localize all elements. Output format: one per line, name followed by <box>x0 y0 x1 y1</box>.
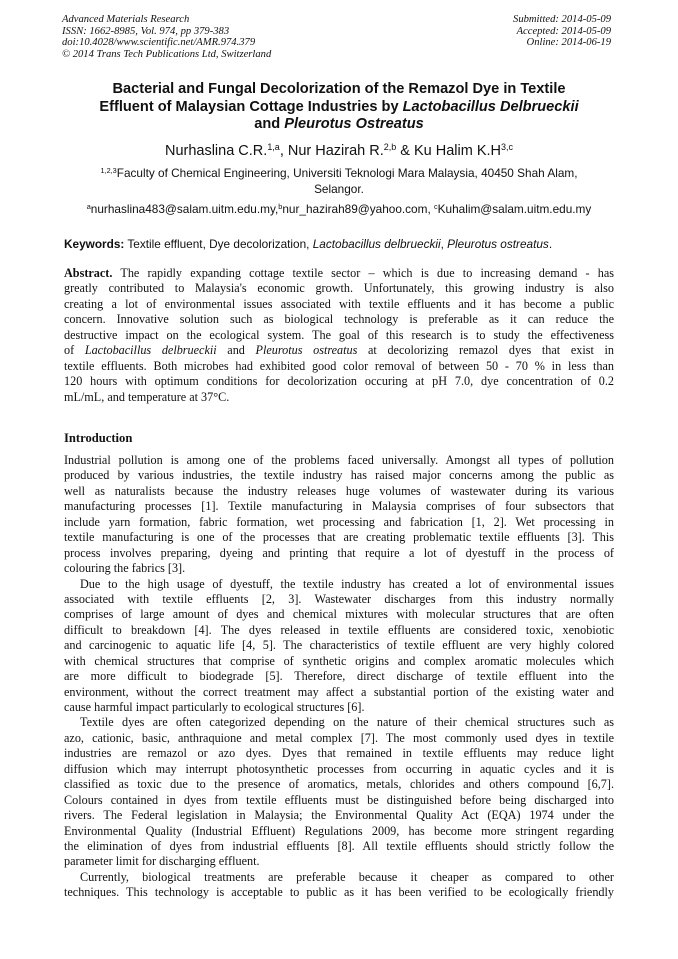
title-line-2-text: Effluent of Malaysian Cottage Industries by <box>99 98 403 115</box>
email-a-sup: a <box>86 201 91 211</box>
online-date: Online: 2014-06-19 <box>526 37 611 49</box>
issn-line: ISSN: 1662-8985, Vol. 974, pp 379-383 <box>62 25 230 37</box>
keyword-species-1: Lactobacillus delbrueckii <box>312 237 441 251</box>
affiliation <box>40 166 638 197</box>
keywords <box>64 237 616 252</box>
abstract-line: greatly contributed to Malaysia's economic growth. Unfortunately, this growing industry is also <box>64 281 614 296</box>
introduction-line: produced by various industries, the textile industry has raised major concerns among the public as <box>64 468 614 483</box>
introduction-line: rivers. The Federal legislation in Malaysia; the Environmental Quality Act (EQA) 1974 under the <box>64 808 614 823</box>
introduction-line: diffusion which may interrupt photosynthetic processes from occurring in aquatic cycles and it is <box>64 761 614 776</box>
affiliation-line-1 <box>40 166 638 182</box>
introduction-line: cause harmful impact particularly to ecological structures [6]. <box>64 700 365 714</box>
journal-name: Advanced Materials Research <box>62 14 190 25</box>
paper-title <box>50 81 628 134</box>
title-line-3-text: and <box>254 116 285 133</box>
doi-line[interactable]: doi:10.4028/www.scientific.net/AMR.974.379 <box>62 37 256 49</box>
abstract-text: and <box>216 343 256 358</box>
abstract-species-1: Lactobacillus delbrueckii <box>84 343 217 358</box>
introduction-line: include yarn formation, fabric formation, wet processing and fabrication [1, 2]. Wet processing in <box>64 514 614 529</box>
keywords-label: Keywords: <box>64 237 125 251</box>
author-2-sup: 2,b <box>383 142 397 153</box>
introduction-line: industries are remazol or azo dyes. Dyes that remained in textile effluents may reduce light <box>64 746 614 761</box>
abstract-text: of <box>64 343 85 358</box>
abstract-line <box>64 266 614 281</box>
introduction-line: and carcinogenic to aquatic life [4, 5]. The characteristics of textile effluent are very highly colored <box>64 638 614 653</box>
abstract-line: destructive impact on the ecological system. The goal of this research is to study the effectiveness <box>64 327 614 342</box>
introduction-line: techniques. This technology is acceptable to public as it has been verified to be ecologically friendly <box>64 885 614 900</box>
keywords-sep: , <box>440 237 448 251</box>
introduction-line: difficult to breakdown [4]. The dyes released in textile effluents are considered toxic, xenobiotic <box>64 622 614 637</box>
abstract-text: at decolorizing remazol dyes that exist in <box>357 343 614 358</box>
email-a[interactable]: nurhaslina483@salam.uitm.edu.my, <box>90 202 279 216</box>
affiliation-text-1: Faculty of Chemical Engineering, Universiti Teknologi Mara Malaysia, 40450 Shah Alam, <box>116 166 578 180</box>
abstract-line: concern. Innovative solution such as biological technology is preferable as it can reduce the <box>64 312 614 327</box>
abstract-line: mL/mL, and temperature at 37°C. <box>64 389 230 404</box>
introduction-line: Industrial pollution is among one of the problems faced universally. Amongst all types of pollution <box>64 453 614 467</box>
email-c[interactable]: Kuhalim@salam.uitm.edu.my <box>437 202 592 216</box>
accepted-date: Accepted: 2014-05-09 <box>516 25 611 37</box>
introduction-line: parameter limit for discharging effluent. <box>64 854 260 869</box>
author-sep-2: & <box>396 143 414 159</box>
title-line-1: Bacterial and Fungal Decolorization of the Remazol Dye in Textile <box>112 81 566 97</box>
section-heading-introduction: Introduction <box>64 431 133 445</box>
email-b[interactable]: nur_hazirah89@yahoo.com, <box>282 202 435 216</box>
introduction-line: are more difficult to biodegrade [5]. Therefore, direct discharge of textile effluent into the <box>64 669 614 684</box>
keyword-species-2: Pleurotus ostreatus <box>447 237 549 251</box>
introduction-line: Colours contained in dyes from textile effluents must be distinguished before being discharged into <box>64 792 614 807</box>
introduction-line: associated with textile effluents [2, 3]. Wastewater discharges from this industry normally <box>64 591 614 606</box>
title-line-2 <box>50 99 628 117</box>
introduction-line: environment, without the correct treatment may affect a substantial portion of the existing water and <box>64 684 614 699</box>
introduction-line: Environmental Quality (Industrial Effluent) Regulations 2009, has become more stringent regarding <box>64 823 614 838</box>
abstract-line: textile effluents. Both microbes had exhibited good color removal of between 50 - 70 % in less than <box>64 358 614 373</box>
author-sep-1: , <box>279 143 288 159</box>
introduction-line: process involves preparing, dyeing and printing that require a lot of dyestuff in the process of <box>64 545 614 560</box>
author-list <box>40 143 638 160</box>
copyright-line: © 2014 Trans Tech Publications Ltd, Switzerland <box>62 48 272 60</box>
author-1: Nurhaslina C.R. <box>164 143 268 159</box>
submitted-date: Submitted: 2014-05-09 <box>513 14 611 25</box>
keywords-plain: Textile effluent, Dye decolorization, <box>124 237 313 251</box>
introduction-body <box>64 453 614 901</box>
abstract-line: creating a lot of environmental issues associated with textile effluents and it has become a public <box>64 296 614 311</box>
email-c-sup: c <box>434 201 438 211</box>
title-line-3 <box>50 116 628 134</box>
introduction-line: the elimination of dyes from industrial effluents [8]. All textile effluents should strictly follow the <box>64 838 614 853</box>
abstract-line <box>64 343 614 358</box>
introduction-line: azo, cationic, basic, anthraquione and metal complex [7]. The most commonly used dyes in textile <box>64 730 614 745</box>
author-emails <box>40 202 638 217</box>
introduction-line: comprises of large amount of dyes and chemical mixtures with molecular structures that are often <box>64 607 614 622</box>
introduction-line: well as naturalists because the industry releases huge volumes of wastewater during its various <box>64 483 614 498</box>
abstract <box>64 266 614 405</box>
introduction-line: Textile dyes are often categorized depending on the nature of their chemical structures such as <box>80 715 614 730</box>
introduction-line: textile manufacturing is one of the processes that are creating problematic textile effluents [3]. This <box>64 530 614 545</box>
author-1-sup: 1,a <box>267 142 280 153</box>
introduction-line: Currently, biological treatments are preferable because it cheaper as compared to other <box>80 869 614 884</box>
affiliation-line-2: Selangor. <box>314 181 364 196</box>
introduction-line: colouring the fabrics [3]. <box>64 561 186 576</box>
introduction-line: Due to the high usage of dyestuff, the textile industry has created a lot of environmental issues <box>80 576 614 591</box>
introduction-line: with chemical structures that comprise of synthetic origins and complex aromatic molecules which <box>64 653 614 668</box>
title-species-2: Pleurotus Ostreatus <box>284 116 424 133</box>
introduction-line: manufacturing processes [1]. Textile manufacturing in Malaysia comprises of four subsectors that <box>64 499 614 514</box>
abstract-line: 120 hours with optimum conditions for decolorization occuring at pH 7.0, dye concentration of 0.2 <box>64 374 614 389</box>
author-3: Ku Halim K.H <box>414 143 502 159</box>
journal-info <box>62 14 271 60</box>
abstract-label: Abstract. <box>64 266 113 280</box>
abstract-text: The rapidly expanding cottage textile sector – which is due to increasing demand - has <box>112 266 614 280</box>
introduction-line: classified as toxic due to the presence of aromatics, metals, chlorides and others compound [6,7]. <box>64 777 614 792</box>
author-2: Nur Hazirah R. <box>287 143 384 159</box>
author-3-sup: 3,c <box>501 142 514 153</box>
title-species-1: Lactobacillus Delbrueckii <box>402 98 579 115</box>
affiliation-sup: 1,2,3 <box>100 165 117 175</box>
abstract-species-2: Pleurotus ostreatus <box>255 343 358 358</box>
email-b-sup: b <box>278 201 283 211</box>
publication-dates <box>513 14 611 49</box>
keywords-end: . <box>548 237 553 251</box>
